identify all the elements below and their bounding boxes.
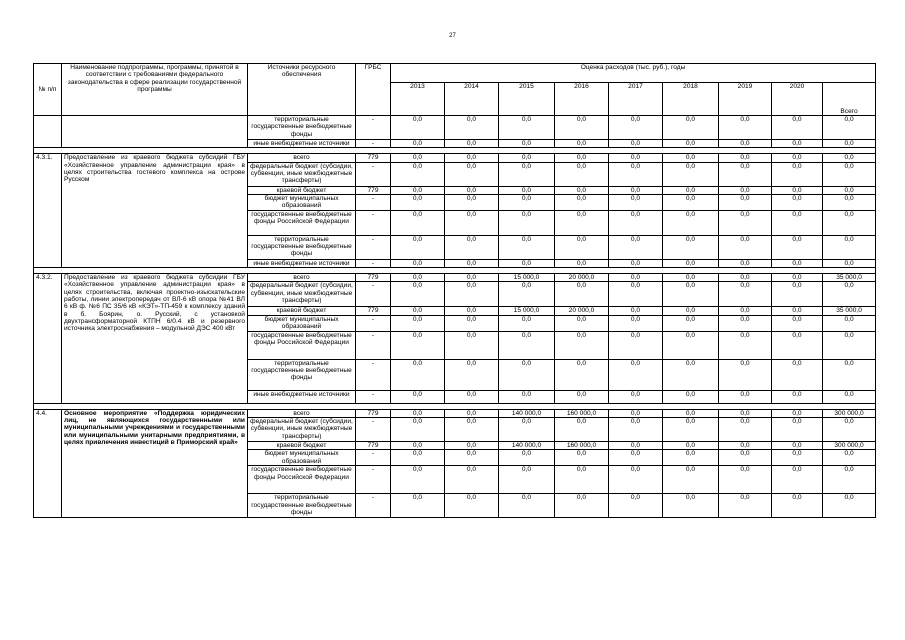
grbs-code: - bbox=[356, 116, 391, 140]
funding-source: краевой бюджет bbox=[248, 307, 356, 315]
header-year: 2020 bbox=[772, 83, 823, 116]
header-year: 2015 bbox=[499, 83, 555, 116]
funding-source: всего bbox=[248, 274, 356, 282]
year-value: 0,0 bbox=[772, 210, 823, 235]
funding-source: территориальные государственные внебюджетные фонды bbox=[248, 235, 356, 259]
year-value: 0,0 bbox=[445, 418, 499, 442]
table-row bbox=[34, 409, 876, 417]
year-value: 0,0 bbox=[391, 140, 445, 148]
year-value: 0,0 bbox=[609, 162, 663, 186]
year-value: 0,0 bbox=[663, 442, 719, 450]
year-value: 0,0 bbox=[719, 359, 772, 390]
total-value: 0,0 bbox=[823, 315, 876, 331]
year-value: 0,0 bbox=[663, 140, 719, 148]
year-value: 0,0 bbox=[609, 235, 663, 259]
year-value: 0,0 bbox=[719, 210, 772, 235]
year-value: 0,0 bbox=[609, 116, 663, 140]
grbs-code: 779 bbox=[356, 274, 391, 282]
funding-source: бюджет муниципальных образований bbox=[248, 194, 356, 210]
funding-source: территориальные государственные внебюджетные фонды bbox=[248, 494, 356, 518]
row-number: 4.3.2. bbox=[34, 274, 62, 404]
funding-source: территориальные государственные внебюджетные фонды bbox=[248, 116, 356, 140]
year-value: 0,0 bbox=[719, 466, 772, 494]
year-value: 0,0 bbox=[719, 390, 772, 403]
total-value: 0,0 bbox=[823, 494, 876, 518]
total-value: 0,0 bbox=[823, 331, 876, 359]
table-row bbox=[34, 116, 876, 140]
year-value: 0,0 bbox=[772, 235, 823, 259]
year-value: 0,0 bbox=[663, 359, 719, 390]
header-year: 2013 bbox=[391, 83, 445, 116]
year-value: 0,0 bbox=[663, 450, 719, 466]
year-value: 0,0 bbox=[663, 162, 719, 186]
year-value: 0,0 bbox=[719, 307, 772, 315]
year-value: 0,0 bbox=[555, 116, 609, 140]
year-value: 0,0 bbox=[499, 210, 555, 235]
year-value: 0,0 bbox=[719, 409, 772, 417]
year-value: 0,0 bbox=[609, 186, 663, 194]
total-value: 0,0 bbox=[823, 282, 876, 307]
year-value: 0,0 bbox=[663, 274, 719, 282]
year-value: 0,0 bbox=[663, 186, 719, 194]
year-value: 0,0 bbox=[719, 235, 772, 259]
year-value: 0,0 bbox=[555, 235, 609, 259]
grbs-code: 779 bbox=[356, 154, 391, 162]
year-value: 0,0 bbox=[391, 235, 445, 259]
header-year: 2019 bbox=[719, 83, 772, 116]
year-value: 0,0 bbox=[445, 186, 499, 194]
year-value: 0,0 bbox=[445, 466, 499, 494]
year-value: 0,0 bbox=[555, 390, 609, 403]
year-value: 0,0 bbox=[663, 116, 719, 140]
year-value: 0,0 bbox=[663, 315, 719, 331]
year-value: 0,0 bbox=[772, 390, 823, 403]
page-number: 27 bbox=[449, 33, 456, 39]
year-value: 0,0 bbox=[555, 494, 609, 518]
header-grbs: ГРБС bbox=[356, 64, 391, 116]
grbs-code: - bbox=[356, 418, 391, 442]
table-row bbox=[34, 154, 876, 162]
year-value: 0,0 bbox=[609, 359, 663, 390]
year-value: 0,0 bbox=[555, 210, 609, 235]
row-number bbox=[34, 116, 62, 148]
total-value: 0,0 bbox=[823, 259, 876, 267]
grbs-code: - bbox=[356, 259, 391, 267]
year-value: 0,0 bbox=[391, 442, 445, 450]
total-value: 0,0 bbox=[823, 390, 876, 403]
year-value: 0,0 bbox=[391, 210, 445, 235]
total-value: 0,0 bbox=[823, 186, 876, 194]
year-value: 0,0 bbox=[391, 116, 445, 140]
year-value: 0,0 bbox=[663, 418, 719, 442]
year-value: 0,0 bbox=[555, 315, 609, 331]
funding-source: бюджет муниципальных образований bbox=[248, 450, 356, 466]
grbs-code: - bbox=[356, 210, 391, 235]
year-value: 0,0 bbox=[445, 442, 499, 450]
item-name: Предоставление из краевого бюджета субсидий ГБУ «Хозяйственное управление администрации края» в целях строительства гостевого комплекса на острове Русском bbox=[62, 154, 248, 268]
year-value: 20 000,0 bbox=[555, 274, 609, 282]
funding-source: всего bbox=[248, 154, 356, 162]
header-total: Всего bbox=[823, 83, 876, 116]
year-value: 0,0 bbox=[499, 162, 555, 186]
expenditure-table bbox=[33, 63, 876, 518]
year-value: 0,0 bbox=[772, 282, 823, 307]
year-value: 0,0 bbox=[609, 140, 663, 148]
year-value: 0,0 bbox=[663, 194, 719, 210]
year-value: 0,0 bbox=[609, 259, 663, 267]
year-value: 0,0 bbox=[391, 359, 445, 390]
year-value: 0,0 bbox=[499, 282, 555, 307]
year-value: 0,0 bbox=[391, 274, 445, 282]
year-value: 0,0 bbox=[499, 331, 555, 359]
year-value: 0,0 bbox=[445, 390, 499, 403]
funding-source: иные внебюджетные источники bbox=[248, 140, 356, 148]
total-value: 0,0 bbox=[823, 450, 876, 466]
year-value: 0,0 bbox=[663, 307, 719, 315]
total-value: 0,0 bbox=[823, 466, 876, 494]
funding-source: территориальные государственные внебюджетные фонды bbox=[248, 359, 356, 390]
year-value: 0,0 bbox=[609, 494, 663, 518]
year-value: 0,0 bbox=[391, 282, 445, 307]
year-value: 0,0 bbox=[663, 409, 719, 417]
year-value: 0,0 bbox=[719, 442, 772, 450]
year-value: 0,0 bbox=[772, 418, 823, 442]
year-value: 0,0 bbox=[772, 450, 823, 466]
grbs-code: - bbox=[356, 235, 391, 259]
item-name: Основное мероприятие «Поддержка юридических лиц, не являющихся государственными или муниципальными учреждениями и государственными или муниципальными унитарными предприятиями, в целях привлечения инвестиций в Приморский край» bbox=[62, 409, 248, 518]
year-value: 0,0 bbox=[445, 116, 499, 140]
total-value: 0,0 bbox=[823, 154, 876, 162]
funding-source: краевой бюджет bbox=[248, 442, 356, 450]
funding-source: федеральный бюджет (субсидии, субвенции, иные межбюджетные трансферты) bbox=[248, 282, 356, 307]
grbs-code: 779 bbox=[356, 442, 391, 450]
year-value: 0,0 bbox=[772, 409, 823, 417]
year-value: 0,0 bbox=[391, 466, 445, 494]
year-value: 0,0 bbox=[391, 450, 445, 466]
year-value: 0,0 bbox=[555, 154, 609, 162]
year-value: 0,0 bbox=[391, 390, 445, 403]
year-value: 0,0 bbox=[445, 331, 499, 359]
year-value: 0,0 bbox=[609, 450, 663, 466]
year-value: 0,0 bbox=[609, 466, 663, 494]
year-value: 0,0 bbox=[609, 274, 663, 282]
grbs-code: 779 bbox=[356, 307, 391, 315]
year-value: 0,0 bbox=[499, 315, 555, 331]
year-value: 0,0 bbox=[772, 466, 823, 494]
year-value: 0,0 bbox=[445, 140, 499, 148]
year-value: 0,0 bbox=[445, 409, 499, 417]
header-source: Источники ресурсного обеспечения bbox=[248, 64, 356, 116]
year-value: 0,0 bbox=[719, 450, 772, 466]
grbs-code: - bbox=[356, 162, 391, 186]
header-num: № п/п bbox=[34, 64, 62, 116]
header-year: 2016 bbox=[555, 83, 609, 116]
year-value: 0,0 bbox=[555, 282, 609, 307]
year-value: 0,0 bbox=[555, 259, 609, 267]
year-value: 0,0 bbox=[445, 282, 499, 307]
year-value: 0,0 bbox=[772, 359, 823, 390]
year-value: 0,0 bbox=[391, 418, 445, 442]
year-value: 160 000,0 bbox=[555, 409, 609, 417]
year-value: 0,0 bbox=[445, 359, 499, 390]
year-value: 0,0 bbox=[555, 466, 609, 494]
year-value: 0,0 bbox=[391, 259, 445, 267]
year-value: 0,0 bbox=[663, 282, 719, 307]
total-value: 0,0 bbox=[823, 116, 876, 140]
year-value: 0,0 bbox=[555, 140, 609, 148]
year-value: 20 000,0 bbox=[555, 307, 609, 315]
year-value: 0,0 bbox=[391, 162, 445, 186]
year-value: 0,0 bbox=[499, 140, 555, 148]
year-value: 0,0 bbox=[499, 466, 555, 494]
funding-source: государственные внебюджетные фонды Российской Федерации bbox=[248, 210, 356, 235]
year-value: 0,0 bbox=[609, 315, 663, 331]
year-value: 0,0 bbox=[772, 140, 823, 148]
year-value: 0,0 bbox=[445, 235, 499, 259]
funding-source: государственные внебюджетные фонды Российской Федерации bbox=[248, 331, 356, 359]
total-value: 0,0 bbox=[823, 418, 876, 442]
year-value: 0,0 bbox=[719, 259, 772, 267]
year-value: 15 000,0 bbox=[499, 307, 555, 315]
year-value: 0,0 bbox=[499, 359, 555, 390]
total-value: 0,0 bbox=[823, 194, 876, 210]
year-value: 0,0 bbox=[772, 331, 823, 359]
year-value: 0,0 bbox=[391, 494, 445, 518]
year-value: 0,0 bbox=[499, 154, 555, 162]
year-value: 0,0 bbox=[719, 274, 772, 282]
year-value: 0,0 bbox=[555, 186, 609, 194]
year-value: 0,0 bbox=[499, 186, 555, 194]
year-value: 0,0 bbox=[609, 282, 663, 307]
year-value: 0,0 bbox=[391, 154, 445, 162]
year-value: 0,0 bbox=[719, 282, 772, 307]
year-value: 0,0 bbox=[499, 259, 555, 267]
year-value: 0,0 bbox=[719, 331, 772, 359]
year-value: 0,0 bbox=[772, 186, 823, 194]
grbs-code: - bbox=[356, 140, 391, 148]
year-value: 0,0 bbox=[555, 194, 609, 210]
grbs-code: - bbox=[356, 315, 391, 331]
year-value: 0,0 bbox=[499, 450, 555, 466]
year-value: 0,0 bbox=[391, 315, 445, 331]
grbs-code: - bbox=[356, 194, 391, 210]
year-value: 0,0 bbox=[609, 390, 663, 403]
year-value: 0,0 bbox=[555, 359, 609, 390]
grbs-code: - bbox=[356, 390, 391, 403]
total-value: 0,0 bbox=[823, 359, 876, 390]
year-value: 160 000,0 bbox=[555, 442, 609, 450]
total-value: 300 000,0 bbox=[823, 409, 876, 417]
year-value: 0,0 bbox=[772, 274, 823, 282]
header-name: Наименование подпрограммы, программы, принятой в соответствии с требованиями федерального законодательства в сфере реализации государственной программы bbox=[62, 64, 248, 116]
year-value: 0,0 bbox=[772, 162, 823, 186]
grbs-code: 779 bbox=[356, 409, 391, 417]
year-value: 0,0 bbox=[719, 116, 772, 140]
year-value: 0,0 bbox=[719, 162, 772, 186]
year-value: 0,0 bbox=[772, 307, 823, 315]
year-value: 0,0 bbox=[445, 274, 499, 282]
year-value: 0,0 bbox=[445, 259, 499, 267]
total-value: 35 000,0 bbox=[823, 307, 876, 315]
header-year: 2018 bbox=[663, 83, 719, 116]
year-value: 0,0 bbox=[663, 259, 719, 267]
total-value: 300 000,0 bbox=[823, 442, 876, 450]
total-value: 0,0 bbox=[823, 235, 876, 259]
table-row bbox=[34, 274, 876, 282]
year-value: 0,0 bbox=[499, 194, 555, 210]
year-value: 0,0 bbox=[499, 390, 555, 403]
year-value: 0,0 bbox=[445, 210, 499, 235]
year-value: 0,0 bbox=[445, 315, 499, 331]
year-value: 0,0 bbox=[391, 409, 445, 417]
grbs-code: - bbox=[356, 466, 391, 494]
grbs-code: - bbox=[356, 450, 391, 466]
funding-source: иные внебюджетные источники bbox=[248, 259, 356, 267]
year-value: 0,0 bbox=[609, 331, 663, 359]
year-value: 140 000,0 bbox=[499, 409, 555, 417]
year-value: 0,0 bbox=[445, 162, 499, 186]
total-value: 0,0 bbox=[823, 210, 876, 235]
year-value: 0,0 bbox=[772, 315, 823, 331]
funding-source: федеральный бюджет (субсидии, субвенции, иные межбюджетные трансферты) bbox=[248, 418, 356, 442]
year-value: 0,0 bbox=[499, 235, 555, 259]
item-name bbox=[62, 116, 248, 148]
year-value: 0,0 bbox=[719, 154, 772, 162]
year-value: 0,0 bbox=[719, 418, 772, 442]
year-value: 0,0 bbox=[391, 331, 445, 359]
year-value: 0,0 bbox=[663, 154, 719, 162]
year-value: 0,0 bbox=[555, 418, 609, 442]
total-value: 35 000,0 bbox=[823, 274, 876, 282]
year-value: 0,0 bbox=[772, 194, 823, 210]
year-value: 0,0 bbox=[663, 494, 719, 518]
year-value: 0,0 bbox=[663, 466, 719, 494]
year-value: 140 000,0 bbox=[499, 442, 555, 450]
year-value: 0,0 bbox=[391, 307, 445, 315]
year-value: 0,0 bbox=[772, 494, 823, 518]
year-value: 0,0 bbox=[719, 186, 772, 194]
year-value: 0,0 bbox=[719, 315, 772, 331]
funding-source: всего bbox=[248, 409, 356, 417]
row-number: 4.4. bbox=[34, 409, 62, 518]
grbs-code: - bbox=[356, 282, 391, 307]
year-value: 0,0 bbox=[772, 116, 823, 140]
year-value: 0,0 bbox=[445, 494, 499, 518]
year-value: 0,0 bbox=[719, 494, 772, 518]
year-value: 0,0 bbox=[609, 194, 663, 210]
funding-source: федеральный бюджет (субсидии, субвенции, иные межбюджетные трансферты) bbox=[248, 162, 356, 186]
year-value: 0,0 bbox=[663, 235, 719, 259]
year-value: 0,0 bbox=[772, 259, 823, 267]
year-value: 0,0 bbox=[609, 154, 663, 162]
year-value: 0,0 bbox=[445, 307, 499, 315]
total-value: 0,0 bbox=[823, 140, 876, 148]
year-value: 0,0 bbox=[499, 116, 555, 140]
year-value: 0,0 bbox=[609, 442, 663, 450]
grbs-code: - bbox=[356, 331, 391, 359]
total-value: 0,0 bbox=[823, 162, 876, 186]
funding-source: иные внебюджетные источники bbox=[248, 390, 356, 403]
year-value: 0,0 bbox=[719, 140, 772, 148]
year-value: 0,0 bbox=[391, 194, 445, 210]
row-number: 4.3.1. bbox=[34, 154, 62, 268]
year-value: 0,0 bbox=[663, 210, 719, 235]
grbs-code: - bbox=[356, 494, 391, 518]
year-value: 0,0 bbox=[663, 331, 719, 359]
year-value: 0,0 bbox=[663, 390, 719, 403]
year-value: 0,0 bbox=[719, 194, 772, 210]
year-value: 0,0 bbox=[609, 418, 663, 442]
year-value: 0,0 bbox=[609, 307, 663, 315]
grbs-code: 779 bbox=[356, 186, 391, 194]
year-value: 0,0 bbox=[609, 210, 663, 235]
year-value: 0,0 bbox=[555, 162, 609, 186]
year-value: 0,0 bbox=[445, 194, 499, 210]
item-name: Предоставление из краевого бюджета субсидии ГБУ «Хозяйственное управление администрации края» в целях строительства, включая проектно-изыскательские работы, линии электропередач от ВЛ-6 кВ опора №41 ВЛ 6 кВ ф. №6 ПС 35/6 кВ «КЭТ»-ТП-459 к комплексу зданий в б. Боярин, о. Русский, с установкой двухтрансформаторной КТПН 6/0.4 кВ и резервного источника электроснабжения – модульной ДЭС 400 кВт bbox=[62, 274, 248, 404]
funding-source: государственные внебюджетные фонды Российской Федерации bbox=[248, 466, 356, 494]
year-value: 0,0 bbox=[391, 186, 445, 194]
grbs-code: - bbox=[356, 359, 391, 390]
year-value: 0,0 bbox=[499, 418, 555, 442]
year-value: 0,0 bbox=[445, 154, 499, 162]
year-value: 0,0 bbox=[772, 154, 823, 162]
funding-source: краевой бюджет bbox=[248, 186, 356, 194]
year-value: 0,0 bbox=[772, 442, 823, 450]
header-estimate: Оценка расходов (тыс. руб.), годы bbox=[391, 64, 876, 83]
year-value: 15 000,0 bbox=[499, 274, 555, 282]
year-value: 0,0 bbox=[555, 450, 609, 466]
header-year: 2017 bbox=[609, 83, 663, 116]
year-value: 0,0 bbox=[499, 494, 555, 518]
header-year: 2014 bbox=[445, 83, 499, 116]
year-value: 0,0 bbox=[609, 409, 663, 417]
year-value: 0,0 bbox=[445, 450, 499, 466]
year-value: 0,0 bbox=[555, 331, 609, 359]
funding-source: бюджет муниципальных образований bbox=[248, 315, 356, 331]
